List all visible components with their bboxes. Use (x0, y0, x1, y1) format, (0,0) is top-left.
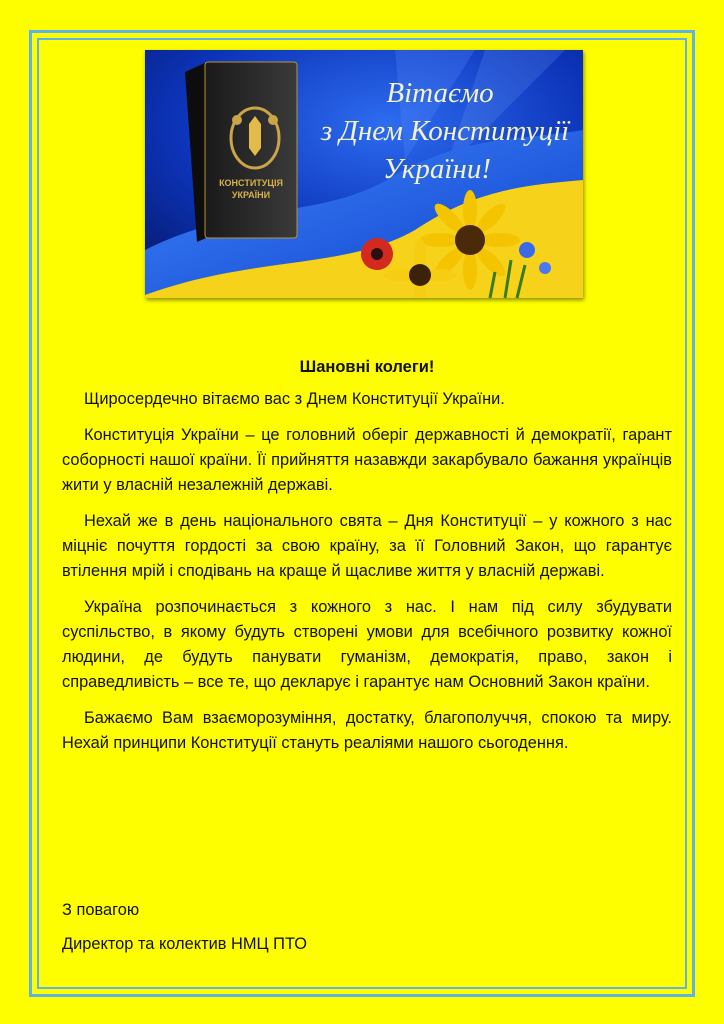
letter-signature: Директор та колектив НМЦ ПТО (62, 935, 307, 953)
letter-paragraph-1: Щиросердечно вітаємо вас з Днем Конституції України. (84, 390, 505, 408)
book-title-line-1: КОНСТИТУЦІЯ (219, 178, 283, 188)
banner-greeting-line-3: України! (383, 153, 491, 185)
constitution-day-banner (145, 50, 583, 298)
book-title-line-2: УКРАЇНИ (231, 190, 271, 200)
banner-illustration (145, 50, 583, 298)
banner-greeting-line-1: Вітаємо (386, 77, 494, 109)
letter-salutation: Шановні колеги! (299, 358, 435, 376)
letter-paragraph-2: Конституція України – це головний оберіг державності й демократії, гарант соборності нашої країни. Її прийняття назавжди закарбувало бажання українців жити у власній незалежній державі. (62, 426, 672, 494)
letter-body (62, 355, 672, 767)
constitution-book-icon (185, 62, 297, 242)
poppy-flower-icon (361, 238, 393, 270)
banner-greeting-line-2: з Днем Конституції (320, 115, 570, 147)
letter-paragraph-5: Бажаємо Вам взаєморозуміння, достатку, благополуччя, спокою та миру. Нехай принципи Конституції стануть реаліями нашого сьогодення. (62, 709, 672, 752)
letter-paragraph-4: Україна розпочинається з кожного з нас. І нам під силу збудувати суспільство, в якому будуть створені умови для всебічного розвитку кожної людини, де будуть панувати гуманізм, демократія, право, закон і справедливість – все те, що декларує і гарантує нам Основний Закон країни. (62, 598, 672, 691)
letter-paragraph-3: Нехай же в день національного свята – Дня Конституції – у кожного з нас міцніє почуття гордості за свою країну, за її Головний Закон, що гарантує втілення мрій і сподівань на краще й щасливе життя у власній державі. (62, 512, 672, 580)
letter-signoff (62, 898, 662, 966)
letter-closing: З повагою (62, 901, 140, 919)
